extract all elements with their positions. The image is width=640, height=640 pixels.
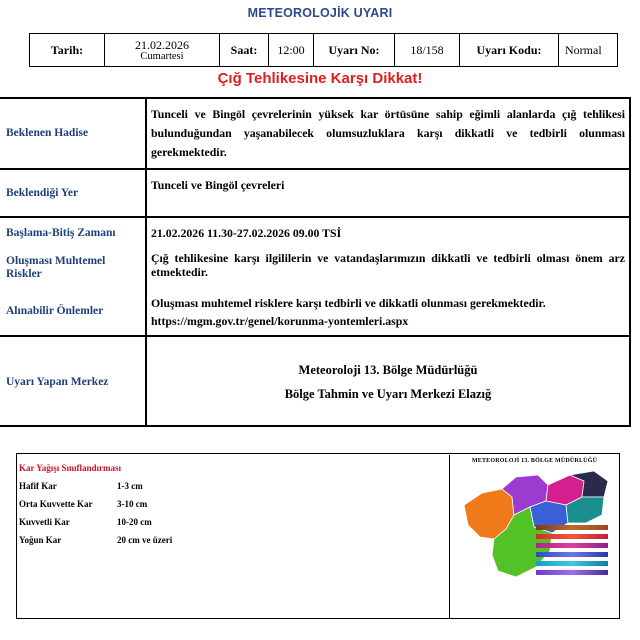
date-value: 21.02.2026: [135, 37, 189, 52]
snow-class-name: Orta Kuvvette Kar: [19, 499, 93, 509]
gradient-bar: [536, 543, 608, 548]
date-cell: [105, 34, 220, 67]
expected-place-value: Tunceli ve Bingöl çevreleri: [145, 170, 629, 216]
snow-class-row: [19, 481, 143, 491]
expected-event-value: Tunceli ve Bingöl çevrelerinin yüksek kar örtüsüne sahip eğimli alanlarda çığ tehlikesi bulunduğundan yaşanabilecek olumsuzluklara karşı dikkatli ve tedbirli olunması gerekmektedir.: [145, 99, 629, 168]
gradient-bar: [536, 534, 608, 539]
snow-class-range: 20 cm ve üzeri: [117, 535, 173, 545]
time-label: Saat:: [220, 34, 269, 67]
map-title: METEOROLOJİ 13. BÖLGE MÜDÜRLÜĞÜ: [471, 458, 598, 464]
snow-classification-legend: [17, 455, 450, 618]
precautions-link[interactable]: https://mgm.gov.tr/genel/korunma-yontemleri.aspx: [151, 314, 409, 328]
gradient-bar: [536, 525, 608, 530]
row-expected-place: [0, 168, 629, 216]
start-end-label: Başlama-Bitiş Zamanı: [6, 226, 116, 239]
possible-risks-value: Çığ tehlikesine karşı ilgililerin ve vatandaşlarımızın dikkatli ve tedbirli olması önem arz etmektedir.: [145, 248, 629, 288]
possible-risks-label: Oluşması Muhtemel Riskler: [6, 255, 106, 280]
gradient-bar: [536, 570, 608, 575]
warning-details-table: [0, 97, 631, 427]
row-issuing-center: [0, 335, 629, 427]
snow-class-range: 1-3 cm: [117, 481, 143, 491]
issuing-center-line1: Meteoroloji 13. Bölge Müdürlüğü: [298, 363, 478, 377]
gradient-bar: [536, 552, 608, 557]
warning-code-value: Normal: [559, 34, 618, 67]
alert-heading: Çığ Tehlikesine Karşı Dikkat!: [217, 70, 423, 87]
start-end-value: 21.02.2026 11.30-27.02.2026 09.00 TSİ: [145, 218, 629, 248]
snow-class-name: Yoğun Kar: [19, 535, 62, 545]
snow-class-name: Hafif Kar: [19, 481, 57, 491]
warning-no-label: Uyarı No:: [314, 34, 395, 67]
precautions-text: Oluşması muhtemel risklere karşı tedbirli ve dikkatli olunması gerekmektedir.: [151, 296, 546, 310]
precautions-value-cell: [145, 288, 629, 335]
row-precautions: [0, 288, 629, 335]
issuing-center-value: [145, 337, 629, 427]
issuing-center-label: Uyarı Yapan Merkez: [6, 375, 109, 388]
expected-place-label: Beklendiği Yer: [6, 186, 79, 199]
region-map: [454, 467, 614, 589]
document-title: METEOROLOJİK UYARI: [247, 6, 393, 20]
row-start-end: [0, 216, 629, 248]
warning-no-value: 18/158: [395, 34, 460, 67]
row-expected-event: [0, 99, 629, 168]
snow-class-row: [19, 535, 172, 545]
snow-class-range: 3-10 cm: [117, 499, 148, 509]
date-label: Tarih:: [30, 34, 105, 67]
issuing-center-line2: Bölge Tahmin ve Uyarı Merkezi Elazığ: [284, 387, 492, 401]
snow-class-range: 10-20 cm: [117, 517, 152, 527]
expected-event-label: Beklenen Hadise: [6, 127, 89, 139]
row-possible-risks: [0, 248, 629, 288]
snow-class-row: [19, 517, 152, 527]
header-table: [29, 33, 618, 67]
gradient-bar: [536, 561, 608, 566]
snow-classification-title: Kar Yağışı Sınıflandırması: [19, 463, 122, 473]
precautions-label: Alınabilir Önlemler: [6, 305, 104, 317]
day-value: Cumartesi: [140, 50, 184, 62]
snow-class-name: Kuvvetli Kar: [19, 517, 70, 527]
warning-code-label: Uyarı Kodu:: [460, 34, 559, 67]
time-value: 12:00: [269, 34, 314, 67]
region-map-panel: [450, 455, 619, 618]
snow-class-row: [19, 499, 147, 509]
